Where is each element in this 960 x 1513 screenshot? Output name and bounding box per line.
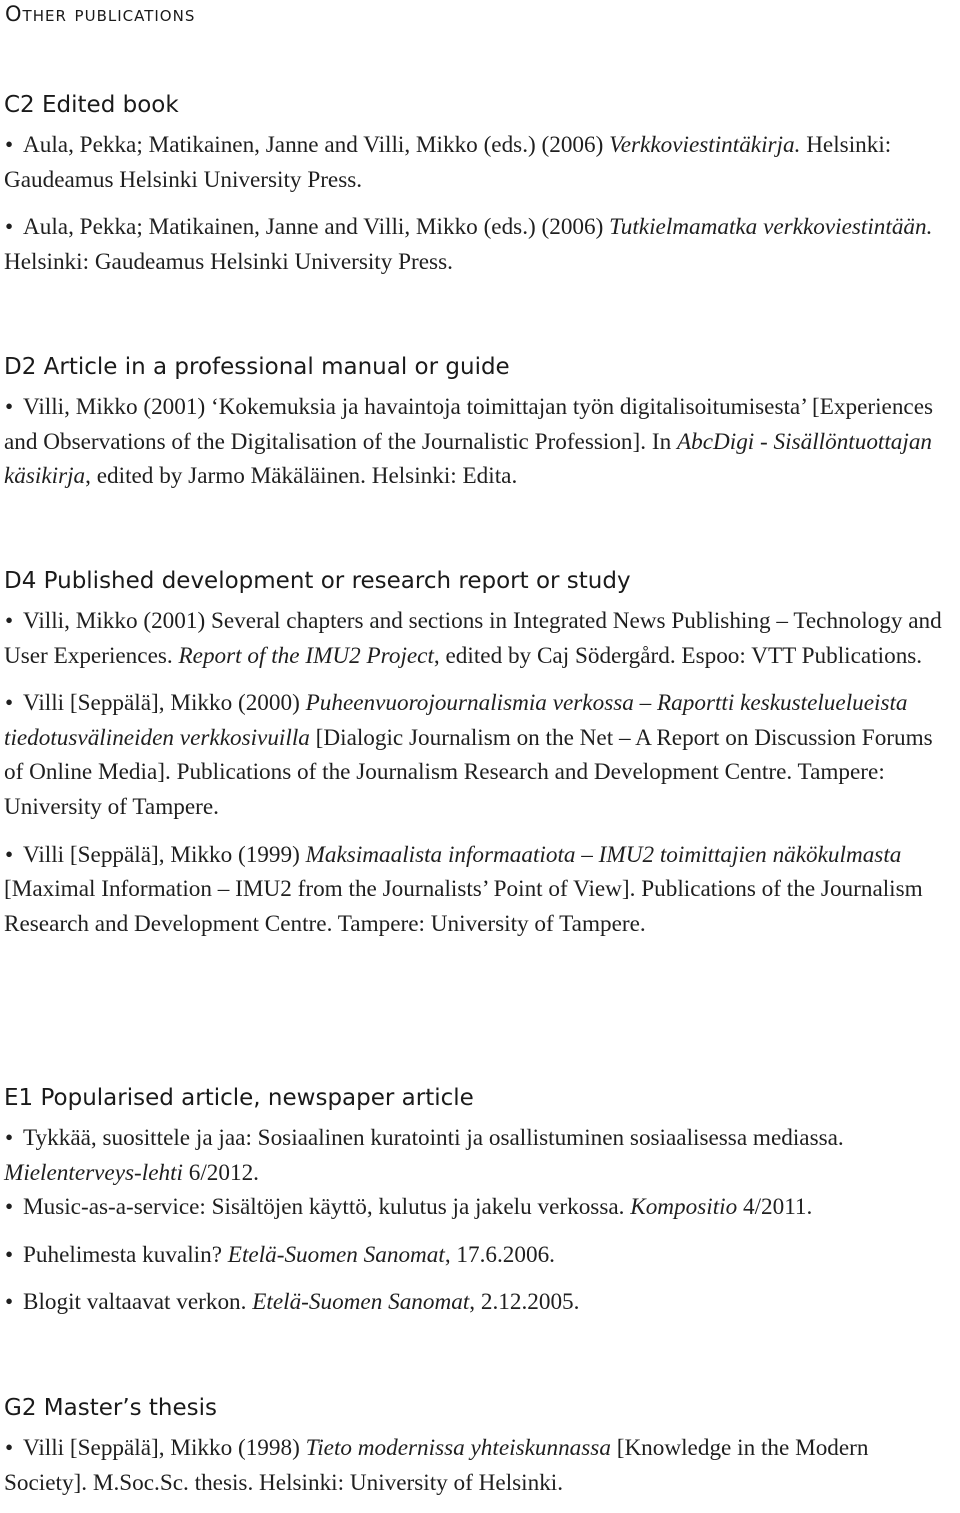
section-title: G2 Master’s thesis <box>4 1395 218 1421</box>
bullet-icon: • <box>5 690 14 717</box>
section-d2-professional-manual <box>4 352 956 494</box>
publication-entry <box>4 838 956 942</box>
section-title: D2 Article in a professional manual or guide <box>4 354 510 380</box>
section-title: E1 Popularised article, newspaper article <box>4 1085 474 1111</box>
publication-entry <box>4 1285 956 1320</box>
bullet-icon: • <box>5 1289 14 1316</box>
entry-text: Villi [Seppälä], Mikko (1998) <box>23 1435 306 1461</box>
entry-title: Tieto modernissa yhteiskunnassa <box>305 1435 611 1461</box>
section-g2-masters-thesis <box>4 1393 956 1500</box>
bullet-icon: • <box>5 394 14 420</box>
entry-title: Tutkielmamatka verkkoviestintään. <box>609 214 933 241</box>
publication-entry <box>4 604 956 673</box>
section-title: D4 Published development or research report or study <box>4 568 631 594</box>
entry-text: , 17.6.2006. <box>444 1241 555 1268</box>
entry-text: Villi [Seppälä], Mikko (1999) <box>23 841 306 868</box>
publication-entry <box>4 1238 956 1273</box>
entry-text: [Dialogic Journalism on the Net – A Report on Discussion Forums of Online Media]. Publications of the Journalism Research and Development Centre. Tampere: University of Tampere. <box>4 724 933 820</box>
section-e1-popularised-article <box>4 1083 956 1320</box>
entry-text: Villi, Mikko (2001) Several chapters and sections in Integrated News Publishing – Technology and User Experiences. <box>4 608 942 669</box>
bullet-icon: • <box>5 1435 14 1461</box>
publication-entry <box>4 686 956 824</box>
entry-title: AbcDigi - Sisällöntuottajan käsikirja <box>4 428 933 490</box>
entry-title: Puheenvuorojournalismia verkossa – Raportti keskusteluelueista tiedotusvälineiden verkkosivuilla <box>4 690 908 751</box>
section-title: C2 Edited book <box>4 92 179 118</box>
publication-entry <box>4 128 956 197</box>
publication-entry <box>4 210 956 279</box>
entry-text: Helsinki: Gaudeamus Helsinki University Press. <box>4 248 453 275</box>
entry-text: Aula, Pekka; Matikainen, Janne and Villi, Mikko (eds.) (2006) <box>23 214 610 241</box>
entry-text: Villi [Seppälä], Mikko (2000) <box>23 690 306 717</box>
entry-text: , edited by Caj Södergård. Espoo: VTT Publications. <box>433 642 923 669</box>
entry-title: Maksimaalista informaatiota – IMU2 toimittajien näkökulmasta <box>305 841 902 868</box>
bullet-icon: • <box>5 1125 14 1151</box>
entry-title: Kompositio <box>630 1194 738 1221</box>
entry-text: Blogit valtaavat verkon. <box>23 1289 253 1316</box>
bullet-icon: • <box>5 132 14 158</box>
bullet-icon: • <box>5 1241 14 1268</box>
entry-title: Mielenterveys-lehti <box>4 1159 183 1186</box>
entry-title: Etelä-Suomen Sanomat <box>252 1289 470 1316</box>
bullet-icon: • <box>5 841 14 868</box>
bullet-icon: • <box>5 1194 14 1221</box>
bullet-icon: • <box>5 214 14 241</box>
entry-text: , 2.12.2005. <box>469 1289 580 1316</box>
entry-text: Puhelimesta kuvalin? <box>23 1241 228 1268</box>
publication-entry <box>4 1121 956 1190</box>
entry-text: Aula, Pekka; Matikainen, Janne and Villi, Mikko (eds.) (2006) <box>23 132 610 158</box>
entry-title: Etelä-Suomen Sanomat <box>227 1241 445 1268</box>
bullet-icon: • <box>5 608 14 634</box>
entry-text: , edited by Jarmo Mäkäläinen. Helsinki: Edita. <box>85 463 518 490</box>
entry-text: Tykkää, suosittele ja jaa: Sosiaalinen kuratointi ja osallistuminen sosiaalisessa mediassa. <box>23 1125 844 1151</box>
section-c2-edited-book <box>4 90 956 279</box>
publication-entry <box>4 1431 956 1500</box>
page-heading: Other publications <box>5 2 196 26</box>
section-d4-research-report <box>4 566 956 941</box>
entry-text: [Maximal Information – IMU2 from the Journalists’ Point of View]. Publications of the Journalism Research and Development Centre. Tampere: University of Tampere. <box>4 876 923 937</box>
entry-title: Report of the IMU2 Project <box>178 642 434 669</box>
publication-entry <box>4 1190 956 1225</box>
entry-text: Villi, Mikko (2001) ‘Kokemuksia ja havaintoja toimittajan työn digitalisoitumisesta’ [Experiences and Observations of the Digitalisation of the Journalistic Profession]. In <box>4 394 934 455</box>
publication-entry <box>4 390 956 494</box>
entry-text: Music-as-a-service: Sisältöjen käyttö, kulutus ja jakelu verkossa. <box>23 1194 631 1221</box>
entry-title: Verkkoviestintäkirja. <box>609 132 801 158</box>
entry-text: [Knowledge in the Modern Society]. M.Soc.Sc. thesis. Helsinki: University of Helsinki. <box>4 1435 869 1496</box>
entry-text: 4/2011. <box>737 1194 813 1221</box>
entry-text: 6/2012. <box>182 1159 259 1186</box>
entry-text: Helsinki: Gaudeamus Helsinki University Press. <box>4 132 892 193</box>
